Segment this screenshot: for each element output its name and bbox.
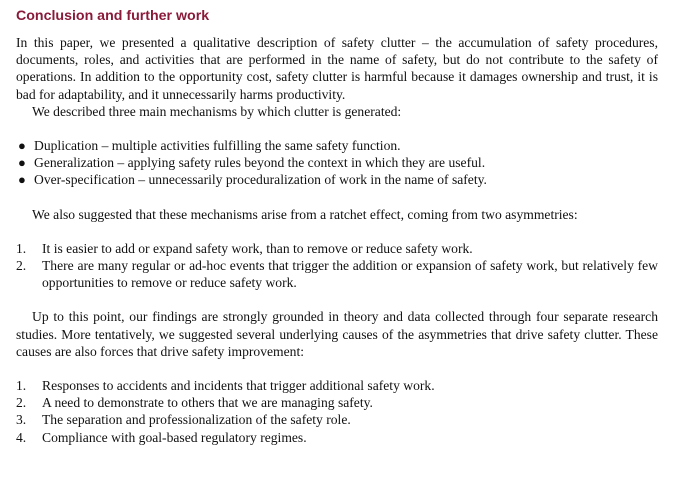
list-item-text: The separation and professionalization of the safety role. <box>42 412 351 428</box>
list-number: 4. <box>16 429 27 445</box>
list-item-text: Responses to accidents and incidents that trigger additional safety work. <box>42 378 435 394</box>
mechanisms-list <box>16 137 658 189</box>
spacer <box>16 223 658 240</box>
list-item-text: Over-specification – unnecessarily proceduralization of work in the name of safety. <box>34 172 487 188</box>
list-item <box>16 171 658 188</box>
list-item-text: Generalization – applying safety rules beyond the context in which they are useful. <box>34 155 486 171</box>
list-number: 1. <box>16 378 27 394</box>
spacer <box>16 360 658 377</box>
spacer <box>16 189 658 206</box>
list-number: 1. <box>16 240 27 256</box>
mechanisms-lead-paragraph: We described three main mechanisms by which clutter is generated: <box>32 103 402 119</box>
list-item-text: There are many regular or ad-hoc events that trigger the addition or expansion of safety work, but relatively few opportunities to remove or reduce safety work. <box>42 258 658 291</box>
paper-page <box>16 6 658 446</box>
list-item <box>16 257 658 291</box>
list-item <box>16 377 658 394</box>
intro-paragraph: In this paper, we presented a qualitative description of safety clutter – the accumulation of safety procedures, documents, roles, and activities that are performed in the name of safety, but do not contribute to the safety of operations. In addition to the opportunity cost, safety clutter is harmful because it damages ownership and trust, it is bad for adaptability, and it unnecessarily harms productivity. <box>16 35 658 102</box>
list-item <box>16 394 658 411</box>
list-item <box>16 240 658 257</box>
list-item-text: A need to demonstrate to others that we are managing safety. <box>42 395 373 411</box>
ratchet-lead-paragraph: We also suggested that these mechanisms arise from a ratchet effect, coming from two asymmetries: <box>32 206 578 222</box>
list-item <box>16 154 658 171</box>
list-item <box>16 429 658 446</box>
bullet-icon: ● <box>18 172 26 188</box>
list-item <box>16 411 658 428</box>
list-item-text: Compliance with goal-based regulatory regimes. <box>42 429 307 445</box>
list-number: 2. <box>16 258 27 274</box>
list-item-text: It is easier to add or expand safety work, than to remove or reduce safety work. <box>42 240 473 256</box>
list-number: 2. <box>16 395 27 411</box>
list-item <box>16 137 658 154</box>
spacer <box>16 120 658 137</box>
bullet-icon: ● <box>18 155 26 171</box>
section-heading: Conclusion and further work <box>16 8 210 24</box>
bullet-icon: ● <box>18 138 26 154</box>
asymmetries-list <box>16 240 658 292</box>
findings-paragraph: Up to this point, our findings are strongly grounded in theory and data collected through four separate research studies. More tentatively, we suggested several underlying causes of the asymmetries that drive safety clutter. These causes are also forces that drive safety improvement: <box>16 309 658 359</box>
spacer <box>16 291 658 308</box>
list-item-text: Duplication – multiple activities fulfilling the same safety function. <box>34 138 401 154</box>
list-number: 3. <box>16 412 27 428</box>
causes-list <box>16 377 658 446</box>
